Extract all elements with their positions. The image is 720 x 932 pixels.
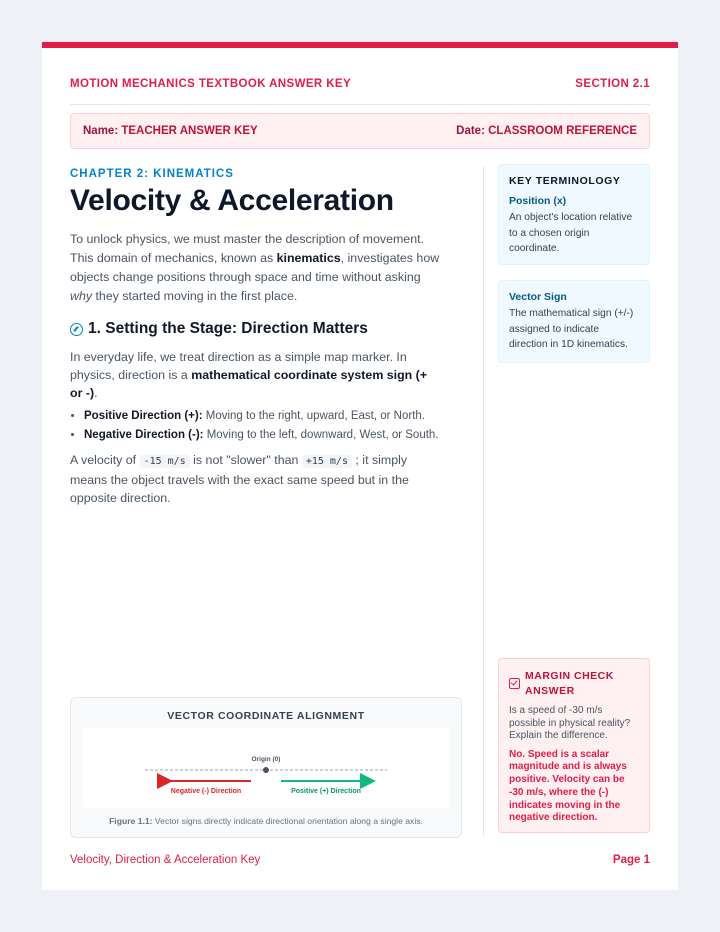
origin-dot [263, 767, 269, 773]
margin-check-card [498, 658, 650, 833]
page-header [70, 78, 650, 90]
date-field [456, 125, 637, 137]
page-footer [70, 854, 650, 866]
margin-check-header [509, 669, 639, 699]
term-name: Position (x) [509, 195, 567, 207]
footer-title: Velocity, Direction & Acceleration Key [70, 854, 261, 866]
list-item: • Positive Direction (+): Moving to the right, upward, East, or North. [84, 410, 440, 422]
positive-label: Positive (+) Direction [291, 788, 361, 795]
figure-canvas [83, 728, 449, 808]
date-value: CLASSROOM REFERENCE [488, 125, 637, 137]
velocity-paragraph: A velocity of -15 m/s is not "slower" than +15 m/s ; it simply means the object travels with the exact same speed but in the opposite direction. [70, 453, 409, 505]
page-number: Page 1 [612, 854, 650, 866]
name-date-bar [70, 113, 650, 149]
compass-icon [70, 323, 83, 336]
direction-list [70, 410, 440, 441]
section-heading: 1. Setting the Stage: Direction Matters [70, 320, 440, 338]
name-label: Name: [83, 125, 119, 137]
chapter-label: CHAPTER 2: KINEMATICS [70, 168, 234, 180]
term-definition: An object's location relative to a chosen origin coordinate. [509, 212, 633, 254]
figure-box [70, 697, 462, 838]
list-item: • Negative Direction (-): Moving to the left, downward, West, or South. [84, 429, 440, 441]
figure-title: VECTOR COORDINATE ALIGNMENT [167, 710, 365, 722]
name-field [83, 125, 258, 137]
column-divider [483, 166, 484, 836]
name-value: TEACHER ANSWER KEY [121, 125, 258, 137]
intro-paragraph: To unlock physics, we must master the description of movement. This domain of mechanics, known as kinematics, investigates how objects change positions through space and time without asking why they started moving in the first place. [70, 232, 440, 303]
checkbox-icon [509, 678, 520, 689]
positive-velocity-code: +15 m/s [302, 455, 352, 468]
negative-label: Negative (-) Direction [170, 788, 242, 795]
date-label: Date: [456, 125, 485, 137]
key-terminology-card [498, 164, 650, 265]
term-name: Vector Sign [509, 291, 567, 303]
worksheet-page [42, 42, 678, 890]
main-content [70, 168, 440, 515]
header-title: MOTION MECHANICS TEXTBOOK ANSWER KEY [70, 78, 352, 90]
terminology-title: KEY TERMINOLOGY [509, 175, 621, 187]
page-title: Velocity & Acceleration [70, 184, 394, 217]
number-line-diagram [83, 728, 449, 808]
term-kinematics: kinematics [276, 251, 341, 265]
margin-check-answer: No. Speed is a scalar magnitude and is always positive. Velocity can be -30 m/s, where the (-) indicates moving in the negative direction. [509, 748, 627, 824]
margin-check-title: MARGIN CHECK ANSWER [525, 670, 614, 697]
figure-caption: Figure 1.1: Vector signs directly indicate directional orientation along a single axis. [109, 816, 423, 826]
origin-label: Origin (0) [251, 756, 281, 763]
margin-check-question: Is a speed of -30 m/s possible in physical reality? Explain the difference. [509, 705, 631, 741]
vector-sign-card [498, 280, 650, 363]
direction-paragraph: In everyday life, we treat direction as a simple map marker. In physics, direction is a mathematical coordinate system sign (+ or -). [70, 350, 428, 400]
term-definition: The mathematical sign (+/-) assigned to indicate direction in 1D kinematics. [509, 308, 634, 350]
negative-velocity-code: -15 m/s [140, 455, 190, 468]
section-label: SECTION 2.1 [575, 78, 650, 90]
header-divider [70, 104, 650, 105]
